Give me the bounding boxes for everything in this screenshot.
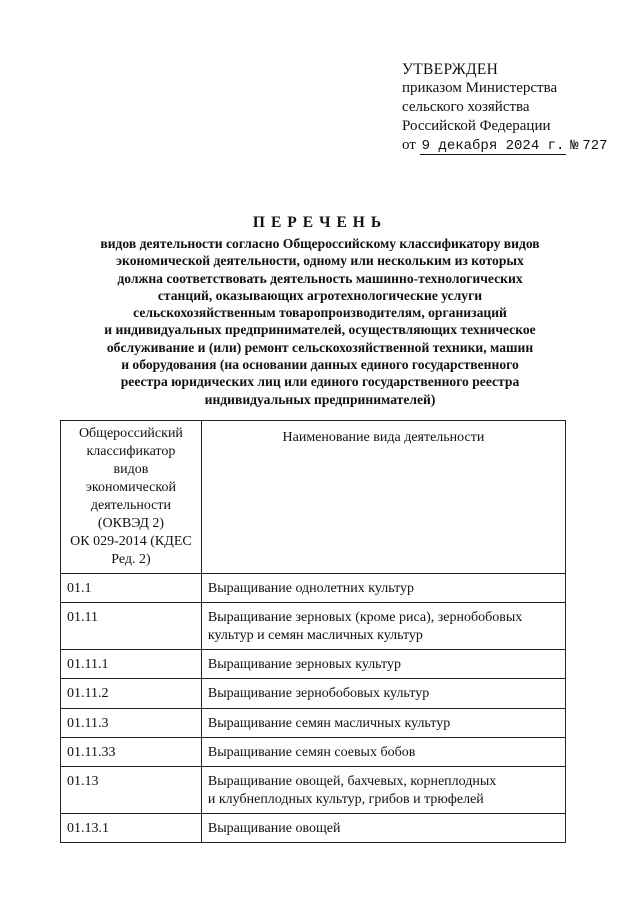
table-row bbox=[61, 814, 566, 843]
order-date: 9 декабря 2024 г. bbox=[421, 138, 565, 154]
approval-block bbox=[402, 60, 632, 156]
header-code-line: Ред. 2) bbox=[111, 552, 151, 567]
activity-name-line: Выращивание семян соевых бобов bbox=[207, 745, 416, 760]
activity-name bbox=[201, 650, 565, 679]
activity-name bbox=[201, 603, 565, 650]
activity-name bbox=[201, 738, 565, 767]
title-line: станций, оказывающих агротехнологические услуги bbox=[157, 287, 483, 303]
header-code-line: (ОКВЭД 2) bbox=[97, 516, 165, 531]
title-line: видов деятельности согласно Общероссийскому классификатору видов bbox=[100, 236, 540, 251]
header-code-line: ОК 029-2014 (КДЕС bbox=[70, 534, 192, 549]
okved-table bbox=[60, 420, 566, 843]
activity-name-line: Выращивание однолетних культур bbox=[207, 581, 415, 596]
order-date-line bbox=[402, 136, 632, 156]
title-main: ПЕРЕЧЕНЬ bbox=[252, 214, 388, 231]
title-line: и индивидуальных предпринимателей, осуществляющих техническое bbox=[104, 322, 536, 338]
order-number: 727 bbox=[582, 138, 608, 154]
activity-code: 01.11 bbox=[61, 603, 202, 650]
activity-code: 01.11.3 bbox=[61, 709, 202, 738]
approval-line-1: приказом Министерства bbox=[402, 80, 558, 96]
header-code-line: классификатор bbox=[86, 444, 176, 459]
title-line: должна соответствовать деятельность машинно-технологических bbox=[117, 270, 523, 286]
table-row bbox=[61, 738, 566, 767]
table-row bbox=[61, 574, 566, 603]
activity-name bbox=[201, 679, 565, 709]
activity-name bbox=[201, 574, 565, 603]
activity-code: 01.11.33 bbox=[61, 738, 202, 767]
activity-name-line: и клубнеплодных культур, грибов и трюфелей bbox=[207, 792, 484, 807]
title-line: индивидуальных предпринимателей) bbox=[204, 391, 436, 407]
activity-name-line: Выращивание зерновых культур bbox=[207, 657, 401, 672]
activity-code: 01.11.2 bbox=[61, 679, 202, 709]
title-line: сельскохозяйственным товаропроизводителям, организаций bbox=[133, 305, 507, 321]
activity-name-line: культур и семян масличных культур bbox=[207, 628, 423, 643]
title-line: экономической деятельности, одному или нескольким из которых bbox=[116, 253, 524, 269]
table-row bbox=[61, 650, 566, 679]
table-header-row bbox=[61, 421, 566, 574]
header-code-line: деятельности bbox=[90, 498, 172, 513]
header-name-column: Наименование вида деятельности bbox=[201, 421, 565, 574]
title-line: обслуживание и (или) ремонт сельскохозяйственной техники, машин bbox=[106, 339, 534, 355]
title-line: и оборудования (на основании данных единого государственного bbox=[121, 357, 519, 373]
activity-name-line: Выращивание овощей bbox=[207, 821, 341, 836]
header-code-line: видов bbox=[113, 462, 149, 477]
approval-line-2: сельского хозяйства bbox=[402, 99, 530, 115]
number-label: № bbox=[570, 138, 579, 154]
activity-name bbox=[201, 709, 565, 738]
table-row bbox=[61, 709, 566, 738]
activity-name bbox=[201, 814, 565, 843]
table-row bbox=[61, 603, 566, 650]
activity-code: 01.11.1 bbox=[61, 650, 202, 679]
table-row bbox=[61, 767, 566, 814]
activity-code: 01.13 bbox=[61, 767, 202, 814]
title-subtitle bbox=[40, 235, 600, 408]
approval-heading: УТВЕРЖДЕН bbox=[402, 61, 499, 78]
header-code-line: экономической bbox=[85, 480, 176, 495]
title-line: реестра юридических лиц или единого государственного реестра bbox=[120, 374, 520, 390]
approval-line-3: Российской Федерации bbox=[402, 118, 551, 134]
from-label: от bbox=[402, 137, 416, 153]
activity-name-line: Выращивание овощей, бахчевых, корнеплодных bbox=[207, 774, 497, 789]
header-code-line: Общероссийский bbox=[78, 426, 183, 441]
activity-name-line: Выращивание зернобобовых культур bbox=[207, 686, 430, 701]
header-code-column bbox=[61, 421, 202, 574]
activity-name-line: Выращивание семян масличных культур bbox=[207, 716, 451, 731]
activity-name-line: Выращивание зерновых (кроме риса), зернобобовых bbox=[207, 610, 523, 625]
document-title bbox=[40, 214, 600, 408]
activity-code: 01.13.1 bbox=[61, 814, 202, 843]
table-row bbox=[61, 679, 566, 709]
activity-name bbox=[201, 767, 565, 814]
activity-code: 01.1 bbox=[61, 574, 202, 603]
